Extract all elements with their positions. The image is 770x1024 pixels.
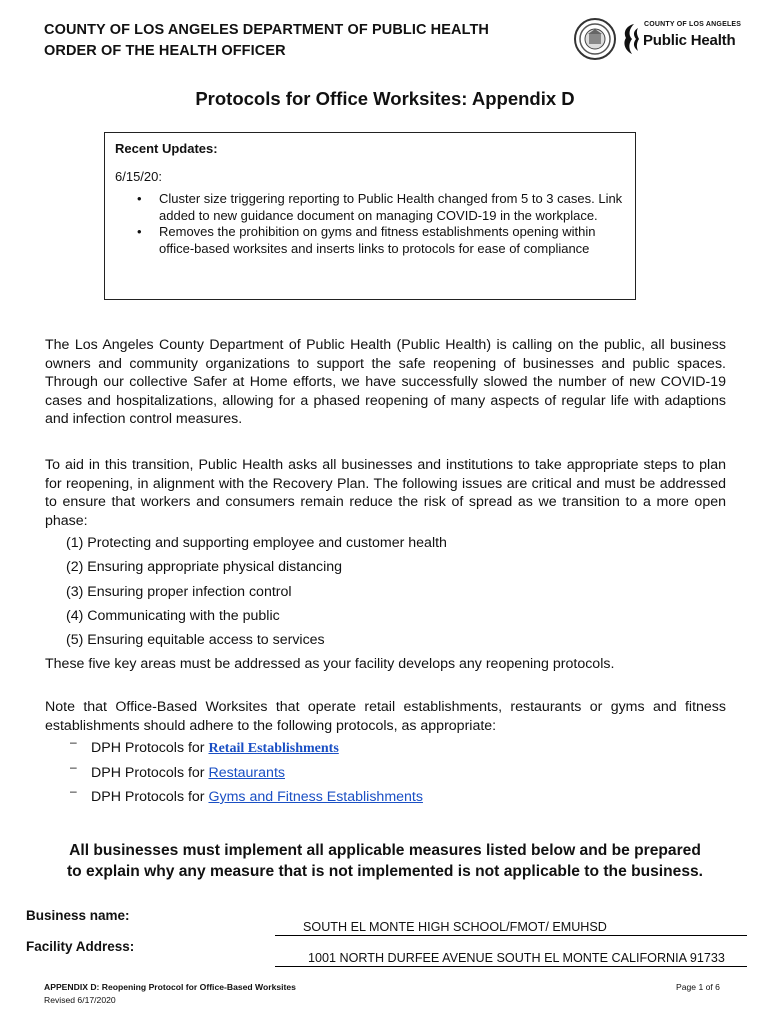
mandatory-note-line1: All businesses must implement all applicable measures listed below and be prepared [69, 842, 701, 859]
dash-marker: – [70, 784, 77, 798]
key-areas-note: These five key areas must be addressed as your facility develops any reopening protocols. [45, 656, 615, 672]
update-bullet: • Removes the prohibition on gyms and fitness establishments opening within office-based worksites and inserts links to protocols for ease of compliance [159, 224, 633, 257]
facility-address-field[interactable]: 1001 NORTH DURFEE AVENUE SOUTH EL MONTE CALIFORNIA 91733 [308, 951, 725, 965]
business-name-label: Business name: [26, 908, 130, 923]
footer-revised-date: Revised 6/17/2020 [44, 995, 116, 1005]
logo-public-health-text: Public Health [643, 32, 736, 49]
logo-county-text: COUNTY OF LOS ANGELES [644, 21, 742, 28]
county-seal-logo [574, 18, 616, 60]
mandatory-note-line2: to explain why any measure that is not implemented is not applicable to the business. [66, 863, 704, 880]
business-name-field[interactable]: SOUTH EL MONTE HIGH SCHOOL/FMOT/ EMUHSD [303, 920, 607, 934]
key-area-item: (2) Ensuring appropriate physical distancing [66, 559, 343, 576]
key-area-item: (3) Ensuring proper infection control [66, 583, 292, 600]
protocol-item-gyms [70, 784, 423, 813]
dash-marker: – [70, 735, 77, 749]
protocol-prefix: DPH Protocols for [91, 740, 209, 756]
update-bullet: • Cluster size triggering reporting to Public Health changed from 5 to 3 cases. Link added to new guidance document on managing COVID-19 in the workplace. [159, 191, 633, 224]
facility-address-underline [275, 966, 747, 967]
protocol-item-restaurants [70, 759, 423, 789]
facility-address-label: Facility Address: [26, 939, 135, 954]
gyms-fitness-link[interactable]: Gyms and Fitness Establishments [208, 789, 423, 805]
protocol-prefix: DPH Protocols for [91, 789, 209, 805]
key-area-item: (4) Communicating with the public [66, 607, 280, 624]
protocol-item-retail [70, 735, 423, 764]
intro-paragraph: The Los Angeles County Department of Public Health (Public Health) is calling on the public, all business owners and community organizations to support the safe reopening of businesses and public spaces. Through our collective Safer at Home efforts, we have successfully slowed the number of new COVID-19 cases and hospitalizations, allowing for a phased reopening of many aspects of regular life with adaptions and infection control measures. [45, 337, 726, 427]
restaurants-link[interactable]: Restaurants [208, 764, 285, 781]
key-areas-list [66, 534, 447, 655]
transition-paragraph: To aid in this transition, Public Health asks all businesses and institutions to take appropriate steps to plan for reopening, in alignment with the Recovery Plan. The following issues are critical and must be addressed to ensure that workers and consumers remain reduce the risk of spread as we transition to a more open phase: [45, 457, 726, 529]
protocol-links-list [70, 735, 423, 813]
recent-updates-box [104, 132, 636, 300]
page-title: Protocols for Office Worksites: Appendix D [195, 88, 575, 109]
dash-marker: – [70, 759, 77, 774]
key-area-item: (1) Protecting and supporting employee and customer health [66, 535, 447, 551]
recent-updates-list [115, 191, 633, 257]
seal-icon [578, 22, 612, 56]
header-title-line2: ORDER OF THE HEALTH OFFICER [44, 43, 286, 59]
recent-updates-date: 6/15/20: [115, 169, 162, 184]
business-name-underline [275, 935, 747, 936]
retail-establishments-link[interactable]: Retail Establishments [208, 741, 339, 756]
office-note-paragraph: Note that Office-Based Worksites that operate retail establishments, restaurants or gyms and fitness establishments should adhere to the following protocols, as appropriate: [45, 699, 726, 734]
public-health-logo-icon [620, 22, 642, 56]
key-area-item: (5) Ensuring equitable access to services [66, 632, 325, 649]
mandatory-measures-note [0, 840, 770, 882]
header-title-line1: COUNTY OF LOS ANGELES DEPARTMENT OF PUBLIC HEALTH [44, 22, 490, 38]
footer-doc-title: APPENDIX D: Reopening Protocol for Office-Based Worksites [44, 982, 296, 992]
recent-updates-label: Recent Updates: [115, 141, 218, 156]
footer-page-number: Page 1 of 6 [676, 982, 720, 992]
protocol-prefix: DPH Protocols for [91, 764, 209, 781]
